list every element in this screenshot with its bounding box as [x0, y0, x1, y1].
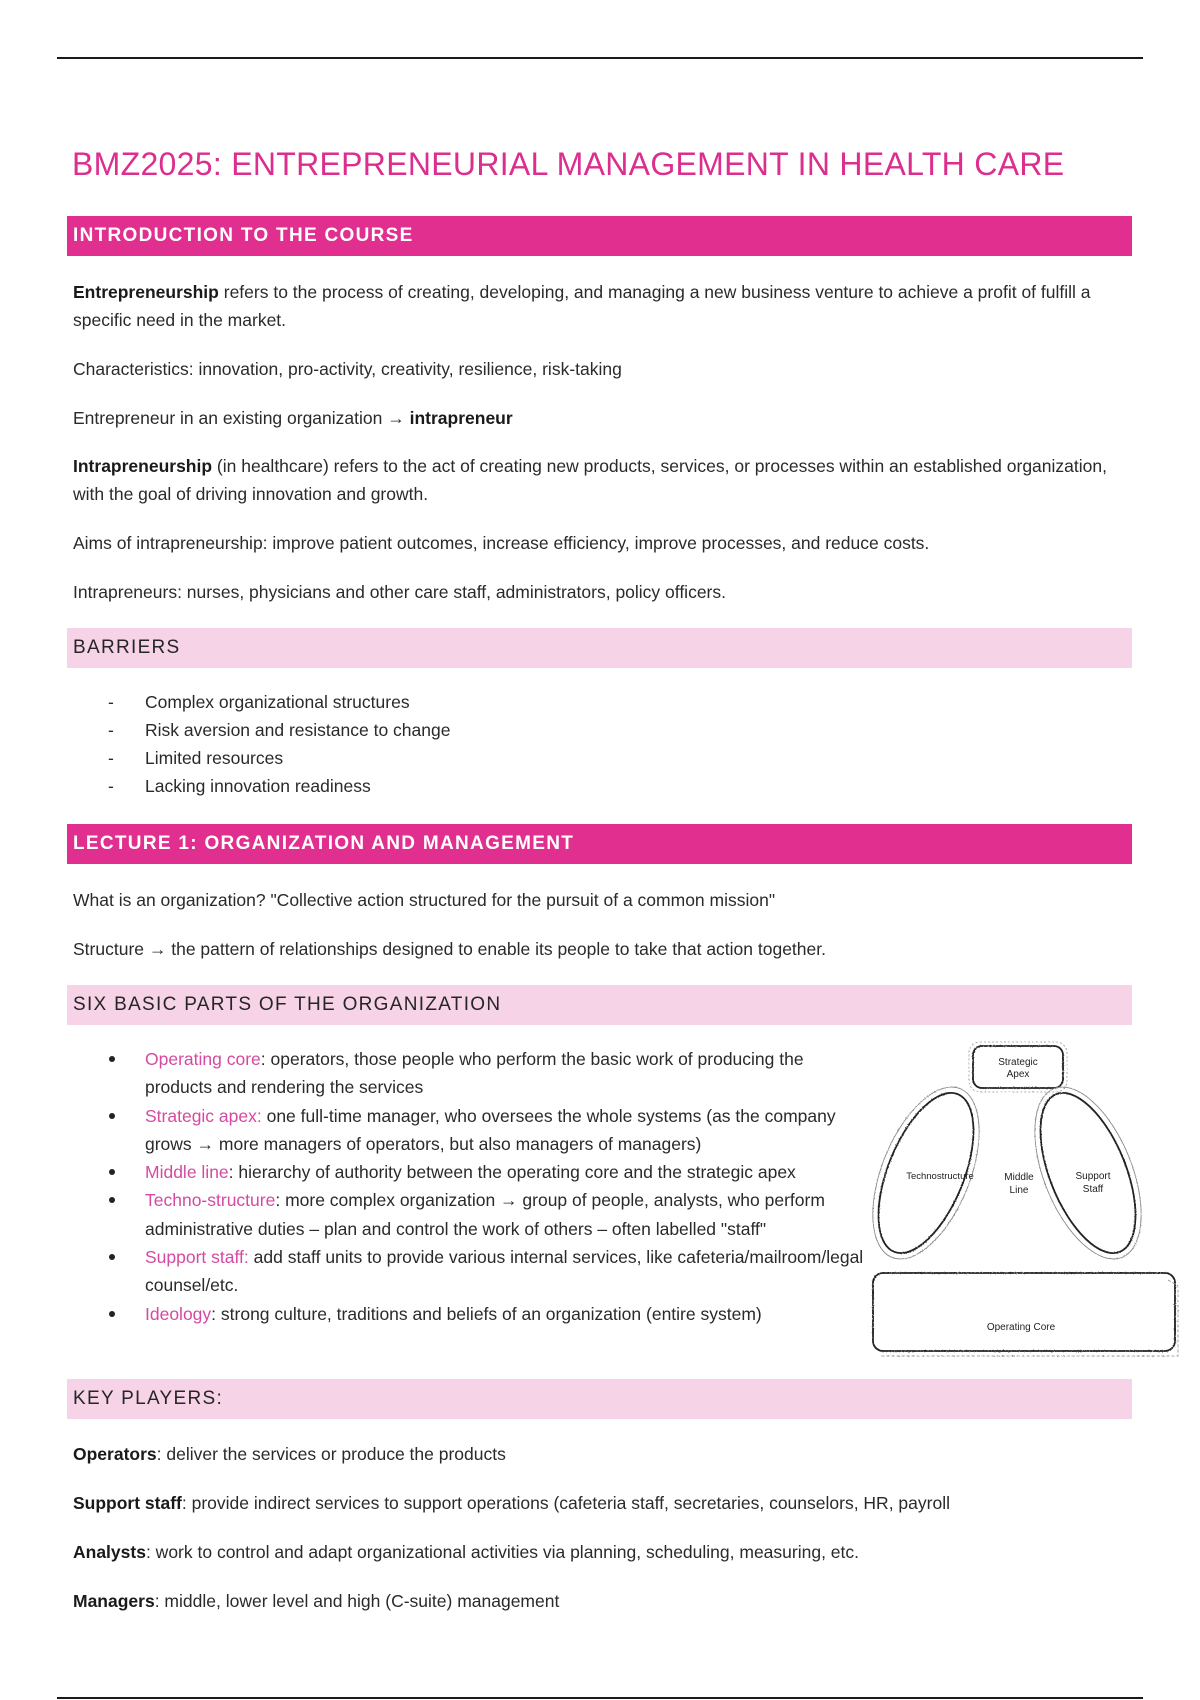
part-text: : operators, those people who perform the basic work of producing the products and rendering the services — [145, 1049, 804, 1098]
intrapreneurship-paragraph — [73, 452, 1123, 508]
section-heading-six-parts: SIX BASIC PARTS OF THE ORGANIZATION — [67, 985, 1132, 1025]
part-term: Ideology — [145, 1303, 212, 1324]
bullet-icon — [109, 1113, 115, 1119]
analysts-term: Analysts — [73, 1542, 146, 1562]
entrepreneurship-definition: refers to the process of creating, developing, and managing a new business venture to achieve a profit of fulfill a specific need in the market. — [73, 282, 1091, 330]
part-term: Middle line — [145, 1162, 229, 1183]
operating-core-shape — [873, 1273, 1175, 1351]
section-heading-introduction: INTRODUCTION TO THE COURSE — [67, 216, 1132, 256]
top-rule — [57, 57, 1143, 59]
diagram-label-strategic-apex-2: Apex — [1006, 1069, 1030, 1080]
diagram-label-support-staff-2: Staff — [1082, 1184, 1104, 1195]
intrapreneur-term: intrapreneur — [409, 408, 513, 428]
bullet-icon — [109, 1254, 115, 1260]
characteristics-paragraph: Characteristics: innovation, pro-activity, creativity, resilience, risk-taking — [73, 359, 622, 379]
diagram-label-strategic-apex-1: Strategic — [998, 1057, 1038, 1068]
section-heading-lecture-1: LECTURE 1: ORGANIZATION AND MANAGEMENT — [67, 824, 1132, 864]
bottom-rule — [57, 1697, 1143, 1699]
aims-paragraph: Aims of intrapreneurship: improve patient outcomes, increase efficiency, improve processes, and reduce costs. — [73, 533, 930, 553]
diagram-label-technostructure: Technostructure — [906, 1171, 974, 1182]
support-staff-paragraph — [73, 1489, 1123, 1517]
barrier-text: Risk aversion and resistance to change — [145, 720, 451, 740]
list-item — [100, 744, 450, 772]
analysts-paragraph — [73, 1538, 1123, 1566]
part-term: Techno-structure — [145, 1190, 276, 1211]
part-text: : hierarchy of authority between the operating core and the strategic apex — [228, 1162, 796, 1183]
intrapreneurship-term: Intrapreneurship — [73, 456, 213, 476]
organization-parts-diagram — [868, 1040, 1180, 1358]
list-item — [100, 1158, 865, 1186]
what-is-organization-paragraph: What is an organization? "Collective action structured for the pursuit of a common mission" — [73, 890, 776, 910]
support-staff-text: : provide indirect services to support operations (cafeteria staff, secretaries, counselors, HR, payroll — [181, 1493, 950, 1513]
entrepreneurship-paragraph — [73, 278, 1123, 334]
dash-marker: - — [108, 776, 114, 796]
bullet-icon — [109, 1169, 115, 1175]
list-item — [100, 1186, 865, 1243]
bullet-icon — [109, 1197, 115, 1203]
managers-paragraph — [73, 1587, 1123, 1615]
barrier-text: Limited resources — [145, 748, 284, 768]
part-term: Support staff: — [145, 1247, 249, 1268]
dash-marker: - — [108, 720, 114, 740]
barrier-text: Complex organizational structures — [145, 692, 410, 712]
operators-term: Operators — [73, 1444, 157, 1464]
intrapreneurship-definition: (in healthcare) refers to the act of creating new products, services, or processes within an established organization, with the goal of driving innovation and growth. — [73, 456, 1107, 504]
part-text: : more complex organization → group of people, analysts, who perform administrative duties – plan and control the work of others – often labelled "staff" — [145, 1190, 825, 1239]
diagram-label-support-staff-1: Support — [1075, 1171, 1111, 1182]
diagram-label-operating-core: Operating Core — [986, 1322, 1056, 1333]
analysts-text: : work to control and adapt organizational activities via planning, scheduling, measuring, etc. — [145, 1542, 860, 1562]
bullet-icon — [109, 1056, 115, 1062]
managers-term: Managers — [73, 1591, 155, 1611]
document-title: BMZ2025: ENTREPRENEURIAL MANAGEMENT IN HEALTH CARE — [72, 146, 1065, 182]
part-text: add staff units to provide various internal services, like cafeteria/mailroom/legal counsel/etc. — [145, 1247, 864, 1296]
part-text: : strong culture, traditions and beliefs of an organization (entire system) — [211, 1303, 762, 1324]
dash-marker: - — [108, 748, 114, 768]
part-text: one full-time manager, who oversees the whole systems (as the company grows → more managers of operators, but also managers of managers) — [145, 1105, 836, 1154]
entrepreneur-existing-text: Entrepreneur in an existing organization → — [73, 408, 410, 428]
structure-paragraph: Structure → the pattern of relationships designed to enable its people to take that action together. — [73, 939, 826, 959]
entrepreneurship-term: Entrepreneurship — [73, 282, 219, 302]
entrepreneur-existing-paragraph — [73, 404, 1123, 432]
bullet-icon — [109, 1311, 115, 1317]
operators-text: : deliver the services or produce the products — [156, 1444, 506, 1464]
diagram-label-middle-line-1: Middle — [1004, 1172, 1034, 1183]
managers-text: : middle, lower level and high (C-suite) management — [154, 1591, 560, 1611]
list-item — [100, 772, 450, 800]
section-heading-barriers: BARRIERS — [67, 628, 1132, 668]
list-item — [100, 1243, 865, 1300]
list-item — [100, 1300, 865, 1328]
barriers-list — [100, 688, 450, 800]
list-item — [100, 716, 450, 744]
part-term: Operating core — [145, 1049, 261, 1069]
section-heading-key-players: KEY PLAYERS: — [67, 1379, 1132, 1419]
six-parts-list — [100, 1045, 865, 1328]
operators-paragraph — [73, 1440, 1123, 1468]
support-staff-term: Support staff — [73, 1493, 182, 1513]
barrier-text: Lacking innovation readiness — [145, 776, 371, 796]
list-item — [100, 688, 450, 716]
list-item — [100, 1102, 865, 1159]
diagram-label-middle-line-2: Line — [1009, 1185, 1029, 1196]
part-term: Strategic apex: — [145, 1105, 262, 1126]
list-item — [100, 1045, 865, 1102]
dash-marker: - — [108, 692, 114, 712]
intrapreneurs-paragraph: Intrapreneurs: nurses, physicians and other care staff, administrators, policy officers. — [73, 582, 726, 602]
